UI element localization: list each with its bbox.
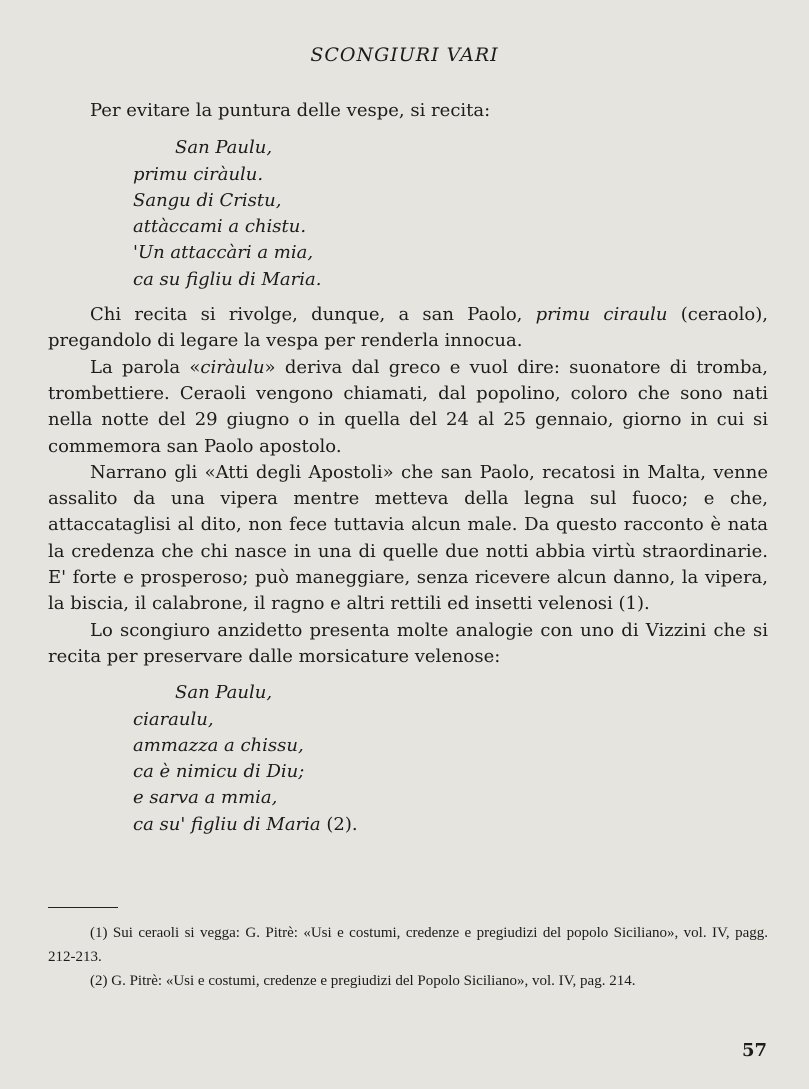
footnote-1: (1) Sui ceraoli si vegga: G. Pitrè: «Usi e costumi, credenze e pregiudizi del popolo Siciliano», vol. IV, pagg. 212-213. — [48, 925, 768, 965]
verse-line: San Paulu, — [175, 682, 273, 704]
footnote-2: (2) G. Pitrè: «Usi e costumi, credenze e pregiudizi del Popolo Siciliano», vol. IV, pag. 214. — [90, 973, 636, 989]
verse-line: ciaraulu, — [133, 708, 214, 730]
footnote-ref: (2). — [320, 813, 358, 835]
verse-line: ca su figliu di Maria. — [133, 268, 322, 290]
intro-paragraph: Per evitare la puntura delle vespe, si recita: — [90, 100, 491, 121]
verse-line: ammazza a chissu, — [133, 734, 304, 756]
main-text — [48, 98, 768, 847]
verse-line: attàccami a chistu. — [133, 216, 307, 238]
verse-san-paulu-vizzini — [133, 680, 768, 838]
verse-line: primu ciràulu. — [133, 163, 264, 185]
verse-line: 'Un attaccàri a mia, — [133, 242, 314, 264]
paragraph-atti-apostoli: Narrano gli «Atti degli Apostoli» che san Paolo, recatosi in Malta, venne assalito da una vipera mentre metteva della legna sul fuoco; e che, attaccataglisi al dito, non fece tuttavia alcun male. Da questo racconto è nata la credenza che chi nasce in una di quelle due notti abbia virtù straordinarie. E' forte e prosperoso; può maneggiare, senza ricevere alcun danno, la vipera, la biscia, il calabrone, il ragno e altri rettili ed insetti velenosi (1). — [48, 461, 768, 615]
paragraph-vizzini: Lo scongiuro anzidetto presenta molte analogie con uno di Vizzini che si recita per preservare dalle morsicature velenose: — [48, 619, 768, 667]
footnote-separator — [48, 907, 118, 908]
verse-line: Sangu di Cristu, — [133, 189, 282, 211]
paragraph-parola: La parola «ciràulu» deriva dal greco e vuol dire: suonatore di tromba, trombettiere. Ceraoli vengono chiamati, dal popolino, coloro che sono nati nella notte del 29 giugno o in quella del 24 al 25 gennaio, giorno in cui si commemora san Paolo apostolo. — [48, 356, 769, 457]
page-number: 57 — [741, 1040, 767, 1061]
verse-san-paulu-vespe — [133, 135, 768, 293]
footnotes — [48, 921, 768, 993]
verse-line: ca è nimicu di Diu; — [133, 761, 305, 783]
verse-line: ca su' figliu di Maria (2). — [133, 813, 358, 835]
running-head: SCONGIURI VARI — [310, 44, 499, 66]
paragraph-ceraolo: Chi recita si rivolge, dunque, a san Paolo, primu ciraulu (ceraolo), pregandolo di legare la vespa per renderla innocua. — [48, 304, 768, 352]
verse-line: e sarva a mmia, — [133, 787, 278, 809]
verse-line: San Paulu, — [175, 137, 273, 159]
